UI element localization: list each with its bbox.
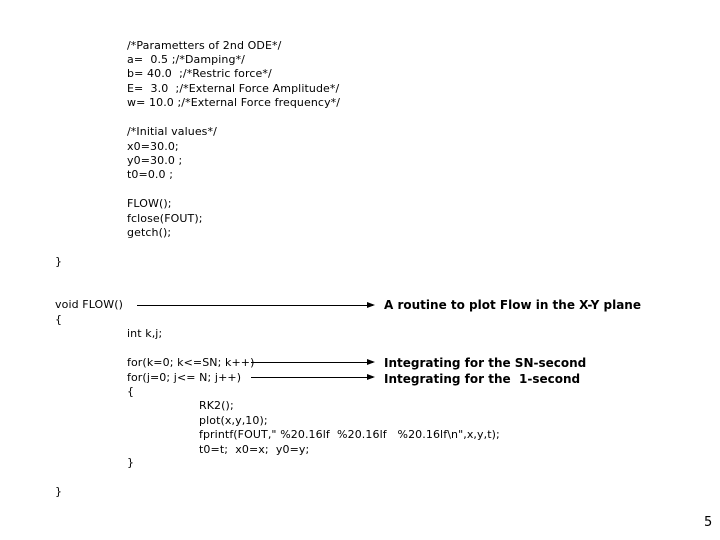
page-number: 5 bbox=[704, 515, 713, 530]
code-line-flow-open: { bbox=[55, 313, 63, 326]
code-line-flow-close: } bbox=[55, 485, 63, 498]
code-line-fprintf: fprintf(FOUT," %20.16lf %20.16lf %20.16lf\n",x,y,t); bbox=[199, 428, 500, 441]
code-line-param-w: w= 10.0 ;/*External Force frequency*/ bbox=[127, 96, 341, 109]
code-line-initial-comment: /*Initial values*/ bbox=[127, 125, 217, 138]
code-line-param-e: E= 3.0 ;/*External Force Amplitude*/ bbox=[127, 82, 340, 95]
code-line-plot: plot(x,y,10); bbox=[199, 414, 268, 427]
code-line-update: t0=t; x0=x; y0=y; bbox=[199, 443, 310, 456]
code-line-decl: int k,j; bbox=[127, 327, 163, 340]
annotation-outer-loop: Integrating for the SN-second bbox=[384, 356, 587, 370]
code-line-param-b: b= 40.0 ;/*Restric force*/ bbox=[127, 67, 272, 80]
code-line-loop-outer: for(k=0; k<=SN; k++) bbox=[127, 356, 255, 369]
annotation-flow: A routine to plot Flow in the X-Y plane bbox=[384, 298, 641, 312]
code-line-t0: t0=0.0 ; bbox=[127, 168, 174, 181]
code-line-param-a: a= 0.5 ;/*Damping*/ bbox=[127, 53, 245, 66]
code-line-flow-header: void FLOW() bbox=[55, 298, 124, 311]
code-line-params-comment: /*Parametters of 2nd ODE*/ bbox=[127, 39, 282, 52]
code-line-fclose: fclose(FOUT); bbox=[127, 212, 203, 225]
code-line-flow-call: FLOW(); bbox=[127, 197, 172, 210]
code-line-inner-close: } bbox=[127, 456, 135, 469]
arrow-inner-loop bbox=[251, 377, 373, 378]
arrow-outer-loop bbox=[251, 362, 373, 363]
code-line-x0: x0=30.0; bbox=[127, 140, 179, 153]
code-line-y0: y0=30.0 ; bbox=[127, 154, 183, 167]
annotation-inner-loop: Integrating for the 1-second bbox=[384, 372, 581, 386]
arrow-flow bbox=[137, 305, 373, 306]
code-line-rk2: RK2(); bbox=[199, 399, 234, 412]
code-line-loop-inner: for(j=0; j<= N; j++) bbox=[127, 371, 242, 384]
code-line-inner-open: { bbox=[127, 385, 135, 398]
code-line-getch: getch(); bbox=[127, 226, 172, 239]
code-line-main-close: } bbox=[55, 255, 63, 268]
